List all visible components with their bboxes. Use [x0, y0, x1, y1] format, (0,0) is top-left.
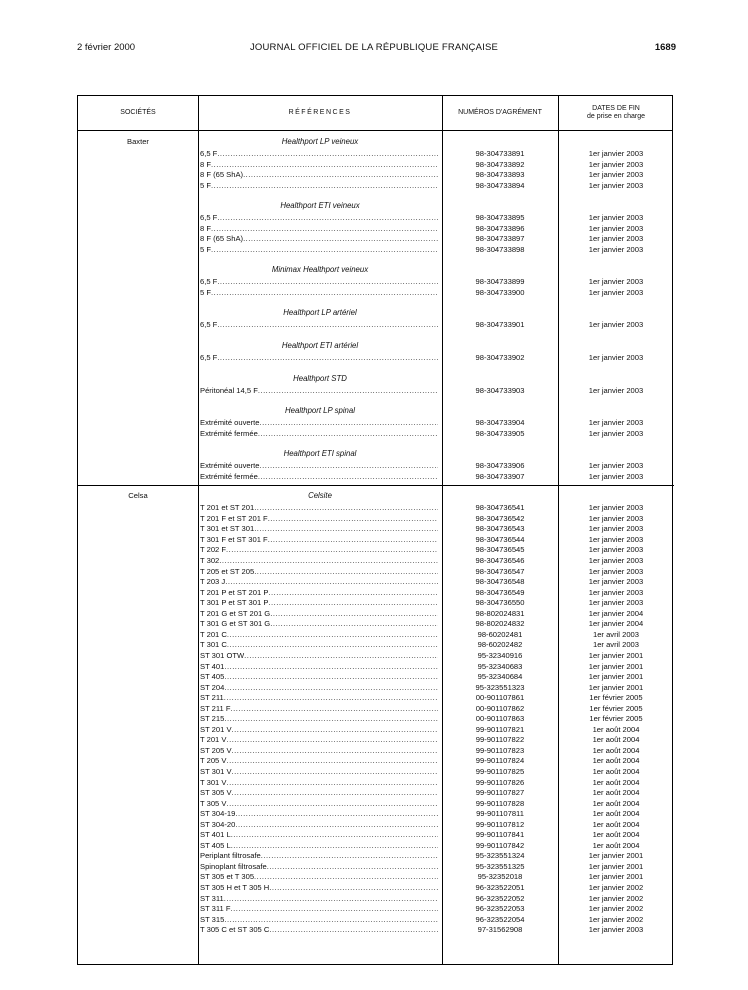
end-date-cell: 1er janvier 2004 — [588, 619, 644, 629]
table-row — [78, 725, 674, 736]
table-row — [78, 429, 674, 440]
table-row — [78, 545, 674, 556]
product-section-row — [78, 262, 674, 277]
approval-number-cell: 99-901107828 — [475, 798, 525, 808]
reference-cell: ST 301 OTW ..... — [200, 651, 438, 662]
reference-cell: T 205 V ..... — [200, 756, 438, 767]
reference-cell: T 301 F et ST 301 F ..... — [200, 535, 438, 546]
table-row — [78, 672, 674, 683]
journal-title: JOURNAL OFFICIEL DE LA RÉPUBLIQUE FRANÇAISE — [249, 42, 499, 53]
end-date-cell: 1er août 2004 — [592, 745, 640, 755]
end-date-cell: 1er janvier 2003 — [588, 461, 644, 471]
table-row — [78, 883, 674, 894]
approval-number-cell: 95-32352018 — [477, 872, 523, 882]
approval-number-cell: 98-304736550 — [475, 598, 525, 608]
approval-number-cell: 98-304733899 — [475, 277, 525, 287]
reference-cell: T 305 C et ST 305 C ..... — [200, 925, 438, 936]
approval-number-cell: 96-323522052 — [475, 893, 525, 903]
reference-cell: ST 401 ..... — [200, 662, 438, 673]
table-row — [78, 820, 674, 831]
table-row — [78, 778, 674, 789]
approval-number-cell: 98-304736542 — [475, 513, 525, 523]
product-section-row — [78, 198, 674, 213]
dates-header-line1: DATES DE FIN — [592, 105, 640, 112]
end-date-cell: 1er août 2004 — [592, 766, 640, 776]
product-family-title: Celsite — [308, 491, 332, 501]
end-date-cell: 1er janvier 2003 — [588, 213, 644, 223]
approval-number-cell: 98-304733894 — [475, 180, 525, 190]
reference-cell: 6,5 F ..... — [200, 320, 438, 331]
table-row — [78, 181, 674, 192]
table-row — [78, 288, 674, 299]
approval-number-cell: 99-901107822 — [475, 735, 525, 745]
table-row — [78, 320, 674, 331]
approval-number-cell: 98-304733900 — [475, 287, 525, 297]
end-date-cell: 1er janvier 2002 — [588, 882, 644, 892]
reference-cell: Periplant filtrosafe ..... — [200, 851, 438, 862]
product-section-row — [78, 371, 674, 386]
reference-cell: ST 215 ..... — [200, 714, 438, 725]
approval-number-cell: 98-304733906 — [475, 461, 525, 471]
reference-cell: T 202 F ..... — [200, 545, 438, 556]
product-family-title: Healthport ETI veineux — [280, 201, 360, 211]
approval-number-cell: 98-304736546 — [475, 556, 525, 566]
reference-cell: T 201 V ..... — [200, 735, 438, 746]
table-row — [78, 213, 674, 224]
end-date-cell: 1er août 2004 — [592, 798, 640, 808]
approval-number-cell: 99-901107841 — [475, 830, 525, 840]
reference-cell: 6,5 F ..... — [200, 277, 438, 288]
table-row — [78, 577, 674, 588]
approval-number-cell: 98-304736547 — [475, 566, 525, 576]
end-date-cell: 1er janvier 2003 — [588, 587, 644, 597]
table-row — [78, 872, 674, 883]
end-date-cell: 1er janvier 2003 — [588, 513, 644, 523]
end-date-cell: 1er janvier 2003 — [588, 180, 644, 190]
approval-number-cell: 99-901107812 — [475, 819, 525, 829]
reference-cell: T 302 ..... — [200, 556, 438, 567]
approval-number-cell: 99-901107842 — [475, 840, 525, 850]
approval-number-cell: 98-304736541 — [475, 503, 525, 513]
reference-cell: Spinoplant filtrosafe ..... — [200, 862, 438, 873]
table-row — [78, 894, 674, 905]
approval-number-cell: 98-304736543 — [475, 524, 525, 534]
table-row — [78, 609, 674, 620]
approval-number-cell: 99-901107824 — [475, 756, 525, 766]
table-row — [78, 353, 674, 364]
reference-cell: ST 401 L ..... — [200, 830, 438, 841]
reference-cell: ST 405 ..... — [200, 672, 438, 683]
column-header-societes: SOCIÉTÉS — [120, 109, 156, 116]
approval-number-cell: 99-901107827 — [475, 788, 525, 798]
table-row — [78, 598, 674, 609]
reference-cell: Péritonéal 14,5 F ..... — [200, 386, 438, 397]
end-date-cell: 1er janvier 2003 — [588, 598, 644, 608]
approval-number-cell: 99-901107823 — [475, 745, 525, 755]
reference-cell: T 301 P et ST 301 P ..... — [200, 598, 438, 609]
company-separator — [78, 485, 674, 486]
company-name: Celsa — [128, 491, 148, 501]
end-date-cell: 1er janvier 2001 — [588, 861, 644, 871]
approval-number-cell: 98-304733898 — [475, 244, 525, 254]
end-date-cell: 1er janvier 2003 — [588, 234, 644, 244]
reference-cell: 6,5 F ..... — [200, 213, 438, 224]
approval-number-cell: 98-304733901 — [475, 320, 525, 330]
product-section-row — [78, 446, 674, 461]
table-row — [78, 925, 674, 936]
table-row — [78, 149, 674, 160]
table-row — [78, 630, 674, 641]
approval-number-cell: 98-304733907 — [475, 471, 525, 481]
end-date-cell: 1er août 2004 — [592, 830, 640, 840]
end-date-cell: 1er janvier 2003 — [588, 471, 644, 481]
reference-cell: ST 305 V ..... — [200, 788, 438, 799]
end-date-cell: 1er janvier 2003 — [588, 287, 644, 297]
approval-number-cell: 98-304736544 — [475, 534, 525, 544]
end-date-cell: 1er janvier 2003 — [588, 277, 644, 287]
approval-number-cell: 00-901107861 — [475, 693, 525, 703]
reference-cell: Extrémité fermée ..... — [200, 429, 438, 440]
reference-cell: T 201 G et ST 201 G ..... — [200, 609, 438, 620]
company-name: Baxter — [127, 137, 149, 146]
approval-number-cell: 95-323551324 — [475, 851, 525, 861]
table-row — [78, 714, 674, 725]
table-row — [78, 746, 674, 757]
row-spacer — [78, 255, 674, 262]
table-row — [78, 640, 674, 651]
reference-cell: T 201 F et ST 201 F ..... — [200, 514, 438, 525]
end-date-cell: 1er août 2004 — [592, 756, 640, 766]
approval-number-cell: 98-304733903 — [475, 385, 525, 395]
table-body — [78, 134, 674, 936]
table-row — [78, 160, 674, 171]
column-header-references: RÉFÉRENCES — [288, 109, 352, 116]
reference-cell: T 305 V ..... — [200, 799, 438, 810]
table-row — [78, 662, 674, 673]
approval-number-cell: 98-802024832 — [475, 619, 525, 629]
reference-cell: 5 F ..... — [200, 288, 438, 299]
reference-cell: T 301 et ST 301 ..... — [200, 524, 438, 535]
end-date-cell: 1er janvier 2004 — [588, 608, 644, 618]
reference-cell: T 201 C ..... — [200, 630, 438, 641]
end-date-cell: 1er janvier 2003 — [588, 159, 644, 169]
table-row — [78, 524, 674, 535]
end-date-cell: 1er janvier 2003 — [588, 428, 644, 438]
approval-number-cell: 98-304733905 — [475, 428, 525, 438]
end-date-cell: 1er août 2004 — [592, 777, 640, 787]
reference-cell: ST 305 H et T 305 H ..... — [200, 883, 438, 894]
reference-cell: T 201 P et ST 201 P ..... — [200, 588, 438, 599]
product-family-title: Healthport ETI artériel — [281, 341, 359, 351]
row-spacer — [78, 396, 674, 403]
end-date-cell: 1er août 2004 — [592, 735, 640, 745]
end-date-cell: 1er janvier 2001 — [588, 872, 644, 882]
approval-number-cell: 96-323522054 — [475, 914, 525, 924]
end-date-cell: 1er janvier 2003 — [588, 524, 644, 534]
end-date-cell: 1er août 2004 — [592, 809, 640, 819]
product-section-row — [78, 403, 674, 418]
approval-number-cell: 98-304733891 — [475, 149, 525, 158]
table-row — [78, 418, 674, 429]
reference-cell: ST 205 V ..... — [200, 746, 438, 757]
product-section-row — [78, 338, 674, 353]
end-date-cell: 1er janvier 2003 — [588, 925, 644, 935]
row-spacer — [78, 298, 674, 305]
approval-number-cell: 96-323522053 — [475, 904, 525, 914]
table-row — [78, 472, 674, 483]
approval-number-cell: 00-901107862 — [475, 703, 525, 713]
column-header-numeros: NUMÉROS D'AGRÉMENT — [458, 109, 542, 116]
approval-number-cell: 95-323551325 — [475, 861, 525, 871]
reference-cell: T 201 et ST 201 ..... — [200, 503, 438, 514]
product-family-title: Healthport LP spinal — [285, 406, 355, 416]
table-row — [78, 683, 674, 694]
approval-number-cell: 98-304736548 — [475, 577, 525, 587]
table-row — [78, 234, 674, 245]
approval-table — [77, 95, 673, 965]
reference-cell: Extrémité ouverte ..... — [200, 461, 438, 472]
table-row — [78, 809, 674, 820]
table-row — [78, 514, 674, 525]
table-row — [78, 170, 674, 181]
product-family-title: Minimax Healthport veineux — [271, 265, 369, 275]
approval-number-cell: 99-901107811 — [476, 809, 524, 819]
end-date-cell: 1er janvier 2003 — [588, 418, 644, 428]
approval-number-cell: 99-901107825 — [475, 766, 525, 776]
row-spacer — [78, 331, 674, 338]
approval-number-cell: 95-323551323 — [475, 682, 525, 692]
table-row — [78, 904, 674, 915]
reference-cell: T 301 C ..... — [200, 640, 438, 651]
reference-cell: T 203 J ..... — [200, 577, 438, 588]
table-row — [78, 851, 674, 862]
end-date-cell: 1er février 2005 — [589, 693, 643, 703]
approval-number-cell: 99-901107826 — [475, 777, 525, 787]
end-date-cell: 1er janvier 2003 — [588, 503, 644, 513]
reference-cell: 5 F ..... — [200, 245, 438, 256]
table-row — [78, 862, 674, 873]
end-date-cell: 1er janvier 2003 — [588, 556, 644, 566]
end-date-cell: 1er janvier 2003 — [588, 545, 644, 555]
table-row — [78, 788, 674, 799]
reference-cell: 6,5 F ..... — [200, 149, 438, 160]
table-row — [78, 704, 674, 715]
table-row — [78, 915, 674, 926]
table-row — [78, 535, 674, 546]
reference-cell: T 301 V ..... — [200, 778, 438, 789]
approval-number-cell: 98-304733892 — [475, 159, 525, 169]
reference-cell: 6,5 F ..... — [200, 353, 438, 364]
table-row — [78, 735, 674, 746]
page-header — [0, 42, 748, 56]
product-section-row — [78, 488, 674, 503]
approval-number-cell: 98-304736549 — [475, 587, 525, 597]
table-row — [78, 567, 674, 578]
table-row — [78, 556, 674, 567]
approval-number-cell: 95-32340683 — [477, 661, 523, 671]
reference-cell: T 205 et ST 205 ..... — [200, 567, 438, 578]
column-header-dates — [558, 96, 674, 130]
end-date-cell: 1er janvier 2001 — [588, 672, 644, 682]
approval-number-cell: 95-32340684 — [477, 672, 523, 682]
reference-cell: ST 311 F ..... — [200, 904, 438, 915]
table-row — [78, 619, 674, 630]
table-row — [78, 588, 674, 599]
reference-cell: ST 211 F ..... — [200, 704, 438, 715]
issue-date: 2 février 2000 — [77, 42, 136, 53]
table-row — [78, 841, 674, 852]
table-row — [78, 386, 674, 397]
approval-number-cell: 98-60202482 — [477, 640, 523, 650]
row-spacer — [78, 364, 674, 371]
end-date-cell: 1er janvier 2002 — [588, 904, 644, 914]
reference-cell: ST 405 L ..... — [200, 841, 438, 852]
table-row — [78, 503, 674, 514]
end-date-cell: 1er janvier 2003 — [588, 320, 644, 330]
approval-number-cell: 98-304733902 — [475, 353, 525, 363]
reference-cell: 8 F (65 ShA) ..... — [200, 234, 438, 245]
end-date-cell: 1er janvier 2003 — [588, 566, 644, 576]
approval-number-cell: 96-323522051 — [475, 882, 525, 892]
end-date-cell: 1er avril 2003 — [592, 629, 639, 639]
reference-cell: ST 201 V ..... — [200, 725, 438, 736]
reference-cell: T 301 G et ST 301 G ..... — [200, 619, 438, 630]
reference-cell: ST 305 et T 305 ..... — [200, 872, 438, 883]
product-family-title: Healthport STD — [293, 373, 347, 383]
end-date-cell: 1er août 2004 — [592, 724, 640, 734]
table-row — [78, 799, 674, 810]
product-family-title: Healthport ETI spinal — [283, 449, 357, 459]
reference-cell: Extrémité fermée ..... — [200, 472, 438, 483]
end-date-cell: 1er août 2004 — [592, 840, 640, 850]
product-family-title: Healthport LP veineux — [281, 137, 359, 146]
end-date-cell: 1er janvier 2003 — [588, 577, 644, 587]
table-row — [78, 693, 674, 704]
end-date-cell: 1er janvier 2001 — [588, 851, 644, 861]
table-row — [78, 767, 674, 778]
end-date-cell: 1er janvier 2001 — [588, 650, 644, 660]
approval-number-cell: 98-304736545 — [475, 545, 525, 555]
end-date-cell: 1er janvier 2002 — [588, 914, 644, 924]
end-date-cell: 1er avril 2003 — [592, 640, 639, 650]
reference-cell: 8 F ..... — [200, 224, 438, 235]
table-row — [78, 277, 674, 288]
reference-cell: ST 301 V ..... — [200, 767, 438, 778]
approval-number-cell: 98-304733896 — [475, 223, 525, 233]
table-row — [78, 756, 674, 767]
reference-cell: ST 311 ..... — [200, 894, 438, 905]
approval-number-cell: 98-60202481 — [477, 629, 523, 639]
reference-cell: 5 F ..... — [200, 181, 438, 192]
reference-cell: 8 F (65 ShA) ..... — [200, 170, 438, 181]
approval-number-cell: 97-31562908 — [477, 925, 523, 935]
approval-number-cell: 98-304733893 — [475, 170, 525, 180]
approval-number-cell: 98-802024831 — [475, 608, 525, 618]
approval-number-cell: 98-304733904 — [475, 418, 525, 428]
reference-cell: ST 304-19 ..... — [200, 809, 438, 820]
approval-number-cell: 95-32340916 — [477, 650, 523, 660]
end-date-cell: 1er janvier 2003 — [588, 385, 644, 395]
header-divider — [78, 130, 672, 131]
end-date-cell: 1er août 2004 — [592, 819, 640, 829]
table-row — [78, 245, 674, 256]
end-date-cell: 1er janvier 2001 — [588, 661, 644, 671]
end-date-cell: 1er janvier 2003 — [588, 244, 644, 254]
reference-cell: ST 211 ..... — [200, 693, 438, 704]
end-date-cell: 1er janvier 2003 — [588, 170, 644, 180]
row-spacer — [78, 191, 674, 198]
product-section-row — [78, 134, 674, 149]
table-row — [78, 224, 674, 235]
reference-cell: ST 315 ..... — [200, 915, 438, 926]
dates-header-line2: de prise en charge — [587, 113, 645, 120]
end-date-cell: 1er février 2005 — [589, 714, 643, 724]
reference-cell: 8 F ..... — [200, 160, 438, 171]
end-date-cell: 1er janvier 2002 — [588, 893, 644, 903]
reference-cell: Extrémité ouverte ..... — [200, 418, 438, 429]
end-date-cell: 1er février 2005 — [589, 703, 643, 713]
end-date-cell: 1er janvier 2001 — [588, 682, 644, 692]
end-date-cell: 1er janvier 2003 — [588, 223, 644, 233]
product-section-row — [78, 305, 674, 320]
reference-cell: ST 204 ..... — [200, 683, 438, 694]
table-row — [78, 651, 674, 662]
approval-number-cell: 98-304733897 — [475, 234, 525, 244]
approval-number-cell: 98-304733895 — [475, 213, 525, 223]
table-row — [78, 461, 674, 472]
reference-cell: ST 304-20 ..... — [200, 820, 438, 831]
approval-number-cell: 00-901107863 — [475, 714, 525, 724]
end-date-cell: 1er janvier 2003 — [588, 534, 644, 544]
end-date-cell: 1er janvier 2003 — [588, 353, 644, 363]
end-date-cell: 1er janvier 2003 — [588, 149, 644, 158]
product-family-title: Healthport LP artériel — [283, 308, 357, 318]
approval-number-cell: 99-901107821 — [475, 724, 525, 734]
row-spacer — [78, 439, 674, 446]
end-date-cell: 1er août 2004 — [592, 788, 640, 798]
table-row — [78, 830, 674, 841]
page-number: 1689 — [654, 42, 676, 53]
